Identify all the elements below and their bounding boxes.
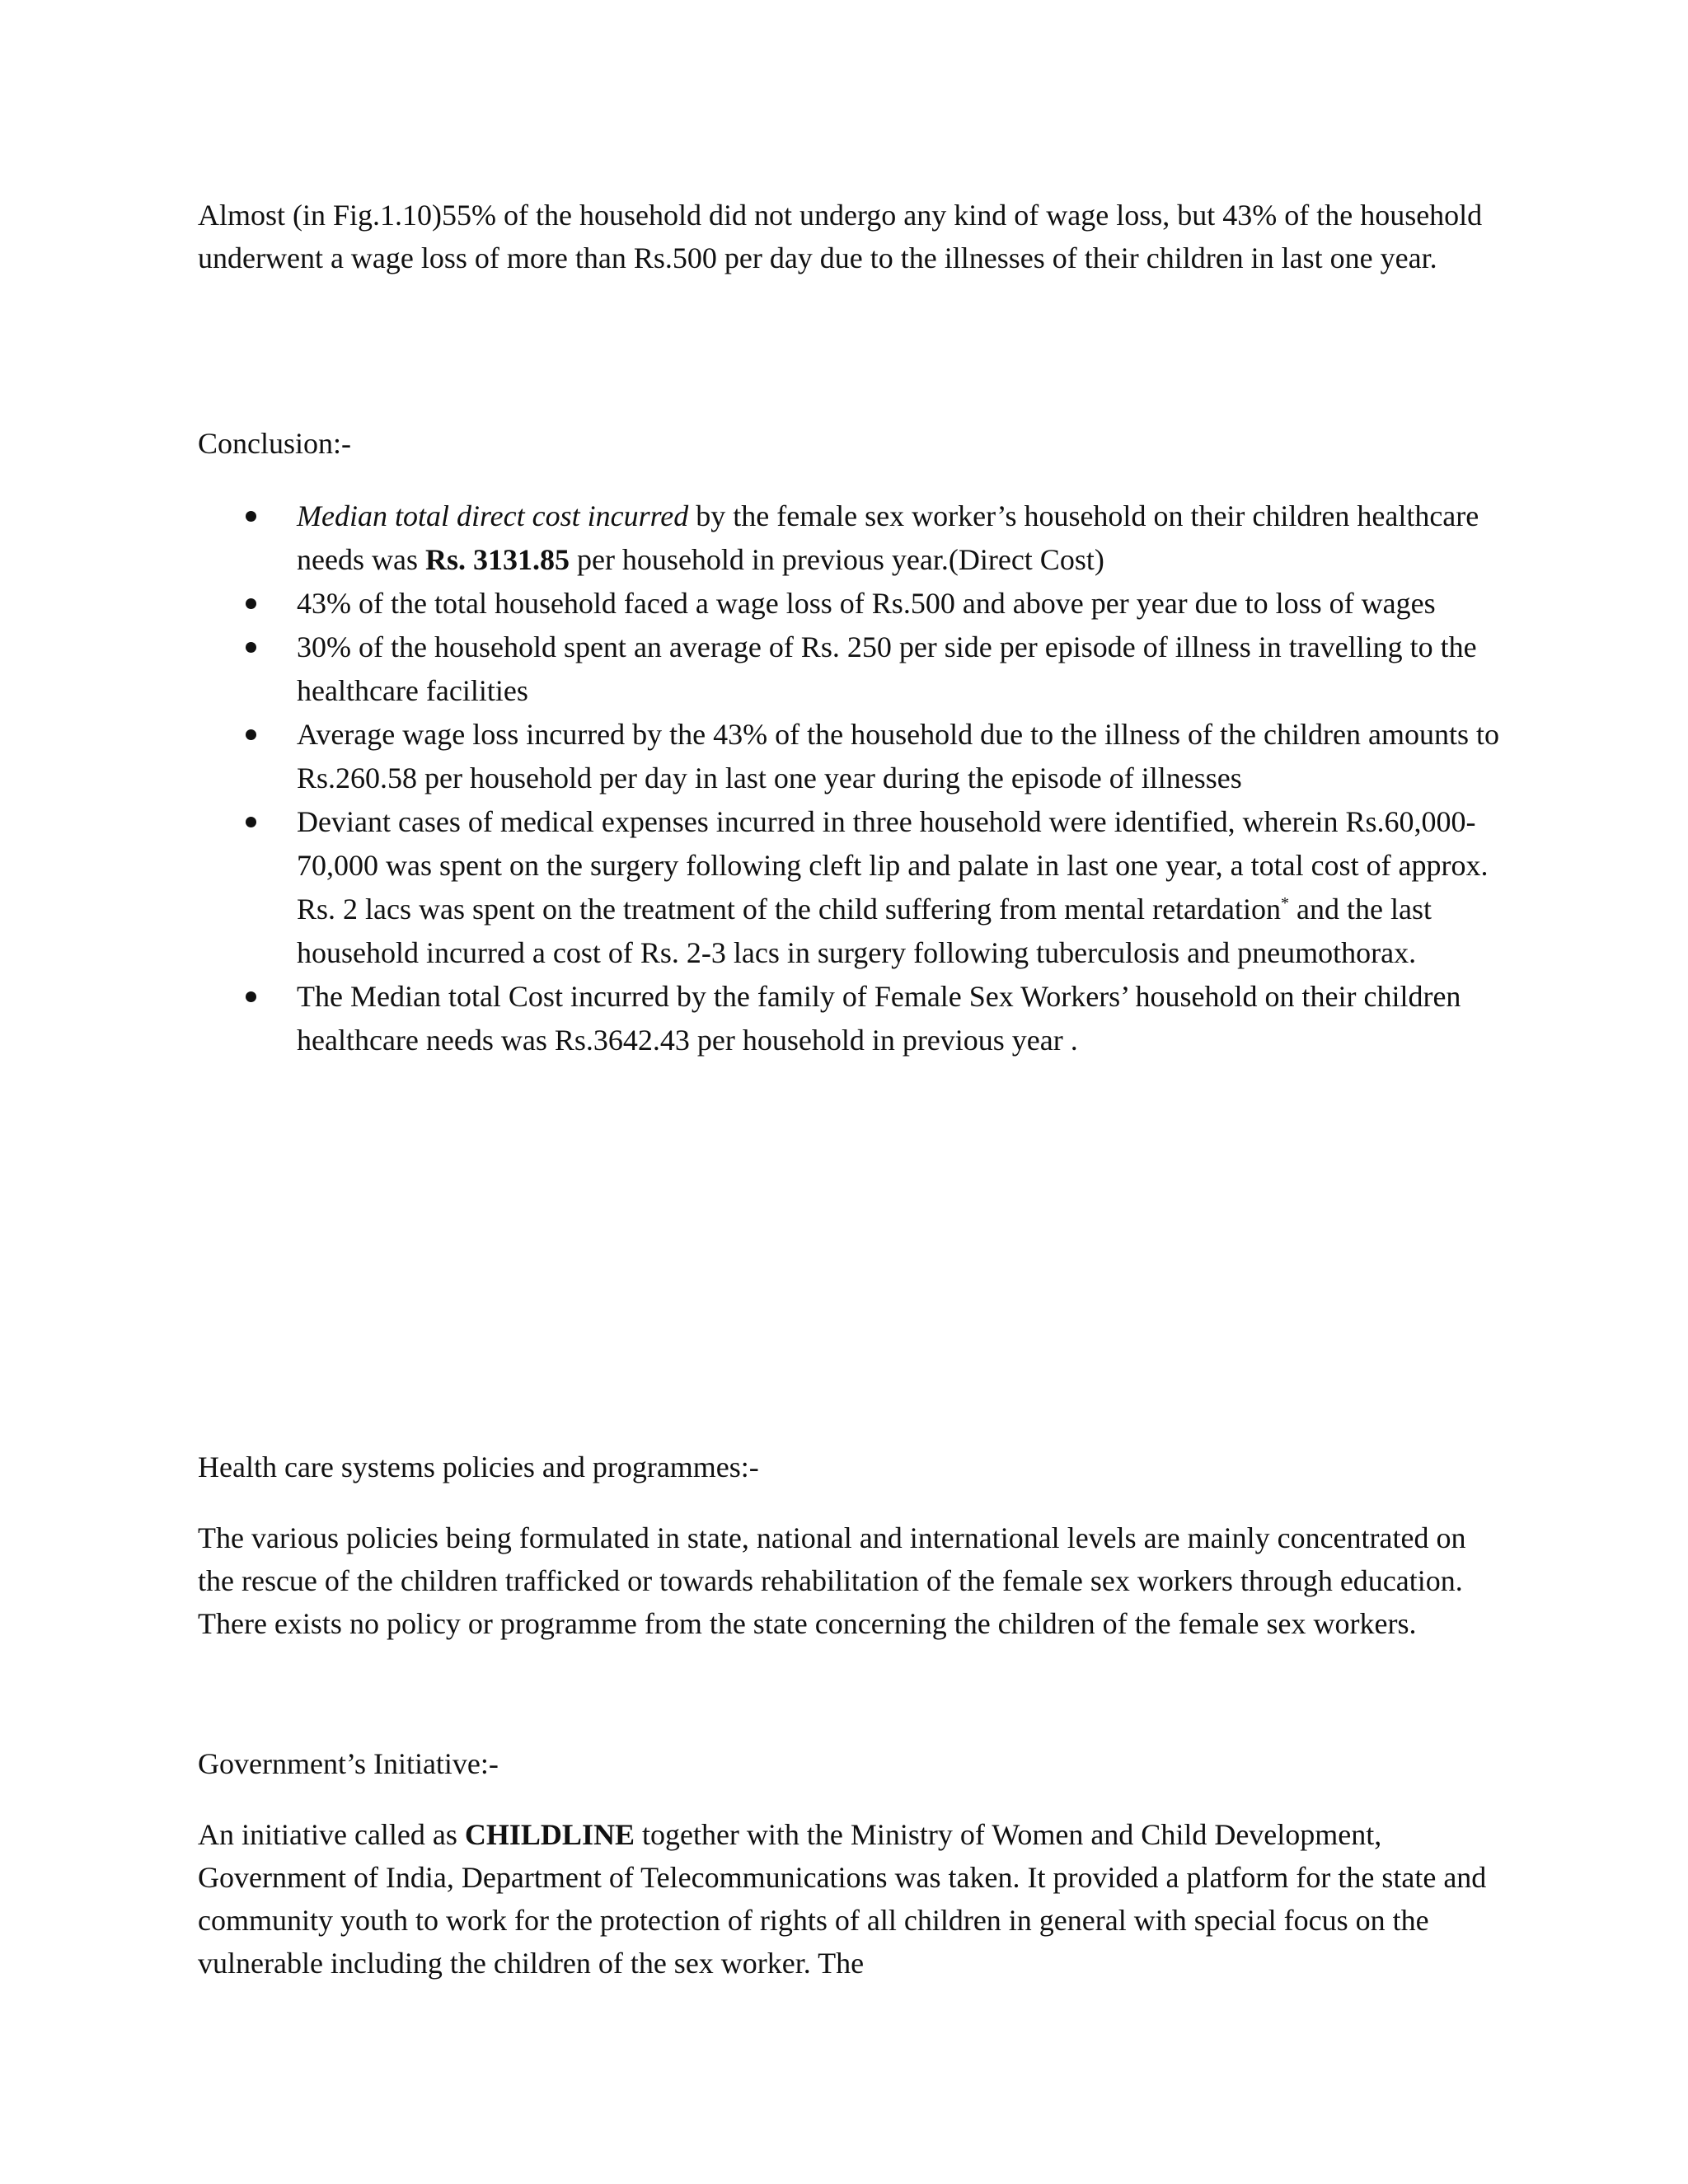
bullet-icon [246, 817, 256, 827]
bullet-icon [246, 511, 256, 522]
policies-paragraph: The various policies being formulated in state, national and international levels are mainly concentrated on the rescue of the children trafficked or towards rehabilitation of the female sex workers through education. There exists no policy or programme from the state concerning the children of the female sex workers. [198, 1521, 1466, 1640]
childline-name: CHILDLINE [464, 1818, 635, 1851]
list-item-text: Deviant cases of medical expenses incurred in three household were identified, wherein Rs.60,000- 70,000 was spent on the surgery following cleft lip and palate in last one year, a total cost of approx. Rs. 2 lacs was spent on the treatment of the child suffering from mental retardation [297, 805, 1489, 926]
list-item-text: per household in previous year.(Direct Cost) [569, 543, 1104, 576]
conclusion-heading: Conclusion:- [198, 427, 351, 460]
list-item [198, 800, 1500, 975]
list-item [198, 582, 1500, 626]
list-item-text: and the last household incurred a cost of Rs. 2-3 lacs in surgery following tuberculosis and pneumothorax. [297, 893, 1432, 969]
intro-paragraph: Almost (in Fig.1.10)55% of the household did not undergo any kind of wage loss, but 43% of the household underwent a wage loss of more than Rs.500 per day due to the illnesses of their children in last one year. [198, 199, 1483, 274]
initiative-text: An initiative called as [198, 1818, 465, 1851]
list-item-text: 43% of the total household faced a wage loss of Rs.500 and above per year due to loss of wages [297, 587, 1436, 620]
health-care-heading: Health care systems policies and programmes:- [198, 1451, 759, 1483]
government-initiative-heading: Government’s Initiative:- [198, 1747, 499, 1780]
list-item [198, 494, 1500, 582]
bold-amount: Rs. 3131.85 [424, 543, 570, 576]
bullet-icon [246, 598, 256, 609]
footnote-marker: * [1281, 894, 1289, 912]
list-item-text: by the female sex worker’s household on their children healthcare needs was [297, 499, 1479, 576]
list-item-text: 30% of the household spent an average of Rs. 250 per side per episode of illness in travelling to the healthcare facilities [297, 630, 1477, 707]
conclusion-list [198, 494, 1500, 1062]
list-item-text: Average wage loss incurred by the 43% of the household due to the illness of the children amounts to Rs.260.58 per household per day in last one year during the episode of illnesses [297, 718, 1499, 794]
list-item-text: The Median total Cost incurred by the family of Female Sex Workers’ household on their children healthcare needs was Rs.3642.43 per household in previous year . [297, 980, 1461, 1057]
bullet-icon [246, 729, 256, 740]
initiative-text: together with the Ministry of Women and Child Development, Government of India, Department of Telecommunications was taken. It provided a platform for the state and community youth to work for the protection of rights of all children in general with special focus on the vulnerable including the children of the sex worker. The [198, 1818, 1487, 1980]
bullet-icon [246, 642, 256, 653]
list-item [198, 626, 1500, 713]
bullet-icon [246, 991, 256, 1002]
list-item [198, 975, 1500, 1062]
list-item [198, 713, 1500, 800]
initiative-paragraph [198, 1813, 1500, 1985]
italic-lead: Median total direct cost incurred [297, 499, 689, 532]
